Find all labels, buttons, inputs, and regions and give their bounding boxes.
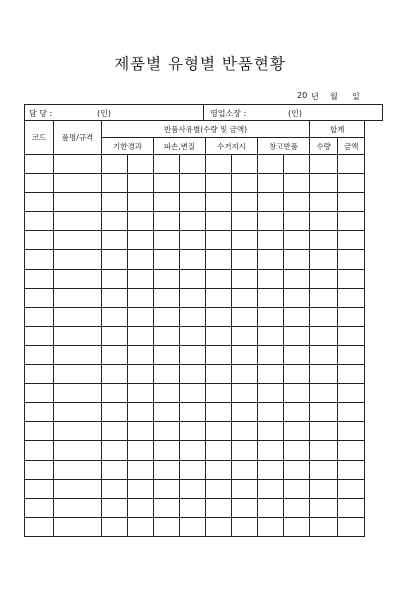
table-cell[interactable]: [102, 288, 128, 307]
table-cell[interactable]: [232, 365, 258, 384]
table-cell[interactable]: [25, 460, 54, 479]
table-cell[interactable]: [338, 422, 365, 441]
table-cell[interactable]: [310, 193, 338, 212]
table-cell[interactable]: [232, 212, 258, 231]
header-reason-expired: 기한경과: [102, 138, 154, 155]
table-cell[interactable]: [25, 345, 54, 364]
table-cell[interactable]: [338, 479, 365, 498]
table-cell[interactable]: [54, 250, 102, 269]
table-cell[interactable]: [232, 307, 258, 326]
table-cell[interactable]: [310, 250, 338, 269]
table-cell[interactable]: [284, 365, 310, 384]
table-cell[interactable]: [284, 288, 310, 307]
table-cell[interactable]: [284, 460, 310, 479]
table-cell[interactable]: [54, 155, 102, 174]
table-cell[interactable]: [258, 250, 284, 269]
table-cell[interactable]: [206, 517, 232, 536]
header-total-qty: 수량: [310, 138, 338, 155]
table-cell[interactable]: [258, 345, 284, 364]
table-cell[interactable]: [128, 288, 154, 307]
table-cell[interactable]: [310, 269, 338, 288]
table-cell[interactable]: [232, 326, 258, 345]
table-cell[interactable]: [232, 384, 258, 403]
table-cell[interactable]: [54, 345, 102, 364]
table-cell[interactable]: [54, 403, 102, 422]
signature-table: [24, 104, 383, 121]
table-cell[interactable]: [232, 441, 258, 460]
table-cell[interactable]: [25, 479, 54, 498]
table-cell[interactable]: [206, 307, 232, 326]
table-cell[interactable]: [258, 155, 284, 174]
table-cell[interactable]: [310, 231, 338, 250]
table-cell[interactable]: [102, 193, 128, 212]
table-cell[interactable]: [258, 403, 284, 422]
table-cell[interactable]: [180, 460, 206, 479]
table-cell[interactable]: [128, 174, 154, 193]
table-cell[interactable]: [284, 403, 310, 422]
table-cell[interactable]: [338, 155, 365, 174]
header-product: 품명/규격: [54, 121, 102, 155]
table-cell[interactable]: [128, 345, 154, 364]
table-cell[interactable]: [102, 326, 128, 345]
table-cell[interactable]: [338, 193, 365, 212]
table-cell[interactable]: [258, 460, 284, 479]
table-cell[interactable]: [128, 517, 154, 536]
table-cell[interactable]: [54, 460, 102, 479]
table-cell[interactable]: [25, 403, 54, 422]
table-cell[interactable]: [310, 460, 338, 479]
table-cell[interactable]: [206, 250, 232, 269]
table-row: [25, 174, 365, 193]
table-cell[interactable]: [54, 231, 102, 250]
table-cell[interactable]: [338, 403, 365, 422]
header-reason-group: 반품사유별(수량 및 금액): [102, 121, 310, 138]
date-line: [0, 91, 400, 103]
signature-seal-staff: (인): [97, 109, 111, 118]
table-cell[interactable]: [128, 231, 154, 250]
table-cell[interactable]: [154, 365, 180, 384]
table-cell[interactable]: [128, 155, 154, 174]
table-cell[interactable]: [206, 345, 232, 364]
table-row: [25, 365, 365, 384]
table-cell[interactable]: [102, 250, 128, 269]
table-cell[interactable]: [25, 269, 54, 288]
table-cell[interactable]: [128, 479, 154, 498]
table-cell[interactable]: [25, 326, 54, 345]
table-cell[interactable]: [54, 193, 102, 212]
table-row: [25, 231, 365, 250]
table-cell[interactable]: [338, 498, 365, 517]
table-cell[interactable]: [180, 212, 206, 231]
table-cell[interactable]: [25, 441, 54, 460]
table-row: [25, 345, 365, 364]
table-cell[interactable]: [284, 498, 310, 517]
table-cell[interactable]: [154, 403, 180, 422]
table-cell[interactable]: [232, 250, 258, 269]
table-row: [25, 460, 365, 479]
table-cell[interactable]: [258, 422, 284, 441]
table-cell[interactable]: [284, 422, 310, 441]
table-cell[interactable]: [206, 479, 232, 498]
table-cell[interactable]: [206, 326, 232, 345]
table-cell[interactable]: [128, 250, 154, 269]
document-title: 제품별 유형별 반품현황: [114, 55, 286, 73]
table-cell[interactable]: [258, 174, 284, 193]
table-cell[interactable]: [284, 326, 310, 345]
table-cell[interactable]: [154, 441, 180, 460]
table-cell[interactable]: [284, 307, 310, 326]
table-cell[interactable]: [180, 441, 206, 460]
header-reason-damaged: 파손,변질: [154, 138, 206, 155]
date-month: 월: [330, 92, 338, 101]
table-cell[interactable]: [102, 479, 128, 498]
table-cell[interactable]: [25, 422, 54, 441]
table-cell[interactable]: [232, 422, 258, 441]
table-row: [25, 422, 365, 441]
table-cell[interactable]: [310, 517, 338, 536]
table-cell[interactable]: [338, 365, 365, 384]
table-cell[interactable]: [128, 422, 154, 441]
table-cell[interactable]: [180, 498, 206, 517]
table-cell[interactable]: [180, 231, 206, 250]
table-cell[interactable]: [258, 517, 284, 536]
table-cell[interactable]: [180, 174, 206, 193]
table-cell[interactable]: [284, 345, 310, 364]
header-code: 코드: [25, 121, 54, 155]
signature-cell-staff[interactable]: [25, 105, 204, 121]
table-cell[interactable]: [180, 288, 206, 307]
table-cell[interactable]: [102, 307, 128, 326]
table-cell[interactable]: [258, 441, 284, 460]
table-cell[interactable]: [54, 365, 102, 384]
table-cell[interactable]: [310, 384, 338, 403]
table-cell[interactable]: [232, 498, 258, 517]
table-cell[interactable]: [154, 345, 180, 364]
table-cell[interactable]: [154, 384, 180, 403]
table-cell[interactable]: [284, 441, 310, 460]
table-cell[interactable]: [180, 307, 206, 326]
signature-label-staff: 담 당 :: [29, 109, 53, 118]
table-cell[interactable]: [128, 441, 154, 460]
header-reason-recall: 수거지시: [206, 138, 258, 155]
table-cell[interactable]: [102, 345, 128, 364]
table-cell[interactable]: [338, 250, 365, 269]
table-cell[interactable]: [25, 212, 54, 231]
table-row: [25, 479, 365, 498]
table-cell[interactable]: [128, 460, 154, 479]
table-cell[interactable]: [128, 498, 154, 517]
table-cell[interactable]: [25, 174, 54, 193]
table-cell[interactable]: [154, 269, 180, 288]
table-cell[interactable]: [54, 479, 102, 498]
table-cell[interactable]: [102, 498, 128, 517]
table-cell[interactable]: [25, 231, 54, 250]
table-cell[interactable]: [154, 498, 180, 517]
table-cell[interactable]: [25, 307, 54, 326]
table-cell[interactable]: [54, 498, 102, 517]
table-cell[interactable]: [284, 479, 310, 498]
table-cell[interactable]: [310, 365, 338, 384]
table-cell[interactable]: [338, 345, 365, 364]
table-cell[interactable]: [310, 403, 338, 422]
table-cell[interactable]: [258, 212, 284, 231]
table-cell[interactable]: [128, 269, 154, 288]
table-cell[interactable]: [338, 384, 365, 403]
table-cell[interactable]: [284, 212, 310, 231]
table-cell[interactable]: [102, 174, 128, 193]
table-cell[interactable]: [154, 174, 180, 193]
table-cell[interactable]: [102, 517, 128, 536]
table-cell[interactable]: [154, 288, 180, 307]
table-cell[interactable]: [128, 403, 154, 422]
table-cell[interactable]: [180, 155, 206, 174]
table-cell[interactable]: [102, 460, 128, 479]
table-cell[interactable]: [128, 307, 154, 326]
table-cell[interactable]: [154, 155, 180, 174]
table-cell[interactable]: [180, 517, 206, 536]
table-cell[interactable]: [206, 384, 232, 403]
table-cell[interactable]: [206, 441, 232, 460]
table-cell[interactable]: [154, 517, 180, 536]
table-cell[interactable]: [232, 479, 258, 498]
table-cell[interactable]: [102, 231, 128, 250]
table-cell[interactable]: [180, 250, 206, 269]
table-cell[interactable]: [338, 460, 365, 479]
table-cell[interactable]: [206, 498, 232, 517]
table-cell[interactable]: [128, 212, 154, 231]
table-cell[interactable]: [310, 288, 338, 307]
table-row: [25, 498, 365, 517]
table-cell[interactable]: [180, 269, 206, 288]
table-cell[interactable]: [206, 460, 232, 479]
table-cell[interactable]: [25, 250, 54, 269]
table-cell[interactable]: [258, 307, 284, 326]
table-cell[interactable]: [54, 174, 102, 193]
table-cell[interactable]: [338, 269, 365, 288]
table-cell[interactable]: [206, 365, 232, 384]
table-cell[interactable]: [102, 212, 128, 231]
table-cell[interactable]: [206, 193, 232, 212]
table-cell[interactable]: [258, 365, 284, 384]
table-cell[interactable]: [102, 269, 128, 288]
table-cell[interactable]: [54, 441, 102, 460]
table-cell[interactable]: [180, 193, 206, 212]
table-cell[interactable]: [25, 498, 54, 517]
table-cell[interactable]: [25, 517, 54, 536]
table-row: [25, 250, 365, 269]
date-year: 년: [311, 92, 319, 101]
table-cell[interactable]: [102, 441, 128, 460]
signature-seal-manager: (인): [288, 109, 302, 118]
table-row: [25, 269, 365, 288]
table-row: [25, 307, 365, 326]
table-cell[interactable]: [310, 307, 338, 326]
table-cell[interactable]: [232, 403, 258, 422]
table-cell[interactable]: [284, 384, 310, 403]
table-cell[interactable]: [338, 212, 365, 231]
table-cell[interactable]: [206, 155, 232, 174]
table-cell[interactable]: [206, 422, 232, 441]
table-cell[interactable]: [102, 155, 128, 174]
table-row: [25, 155, 365, 174]
table-cell[interactable]: [258, 231, 284, 250]
table-cell[interactable]: [338, 307, 365, 326]
table-cell[interactable]: [180, 384, 206, 403]
table-cell[interactable]: [310, 326, 338, 345]
table-cell[interactable]: [128, 193, 154, 212]
table-cell[interactable]: [284, 174, 310, 193]
table-cell[interactable]: [25, 365, 54, 384]
table-cell[interactable]: [180, 326, 206, 345]
table-cell[interactable]: [206, 403, 232, 422]
table-cell[interactable]: [154, 307, 180, 326]
table-cell[interactable]: [25, 288, 54, 307]
table-cell[interactable]: [154, 326, 180, 345]
table-row: [25, 326, 365, 345]
table-cell[interactable]: [102, 384, 128, 403]
table-cell[interactable]: [54, 384, 102, 403]
header-reason-warehouse: 창고반품: [258, 138, 310, 155]
table-cell[interactable]: [25, 155, 54, 174]
table-cell[interactable]: [154, 422, 180, 441]
table-row: [25, 288, 365, 307]
table-row: [25, 193, 365, 212]
table-cell[interactable]: [310, 498, 338, 517]
table-row: [25, 212, 365, 231]
table-cell[interactable]: [128, 326, 154, 345]
table-cell[interactable]: [258, 498, 284, 517]
table-cell[interactable]: [232, 231, 258, 250]
table-cell[interactable]: [338, 517, 365, 536]
table-cell[interactable]: [128, 384, 154, 403]
table-cell[interactable]: [258, 269, 284, 288]
table-cell[interactable]: [180, 403, 206, 422]
table-cell[interactable]: [206, 269, 232, 288]
table-cell[interactable]: [232, 345, 258, 364]
table-cell[interactable]: [54, 307, 102, 326]
table-cell[interactable]: [284, 517, 310, 536]
table-cell[interactable]: [54, 326, 102, 345]
table-cell[interactable]: [258, 326, 284, 345]
table-cell[interactable]: [284, 193, 310, 212]
signature-cell-manager[interactable]: [204, 105, 383, 121]
table-cell[interactable]: [54, 269, 102, 288]
table-cell[interactable]: [338, 174, 365, 193]
table-cell[interactable]: [338, 326, 365, 345]
table-cell[interactable]: [258, 288, 284, 307]
table-cell[interactable]: [310, 212, 338, 231]
table-cell[interactable]: [232, 460, 258, 479]
table-cell[interactable]: [206, 288, 232, 307]
table-cell[interactable]: [232, 269, 258, 288]
table-cell[interactable]: [180, 345, 206, 364]
table-cell[interactable]: [310, 441, 338, 460]
table-cell[interactable]: [128, 365, 154, 384]
table-cell[interactable]: [154, 193, 180, 212]
table-cell[interactable]: [338, 288, 365, 307]
header-total-amount: 금액: [338, 138, 365, 155]
table-cell[interactable]: [180, 479, 206, 498]
table-cell[interactable]: [206, 212, 232, 231]
table-cell[interactable]: [102, 365, 128, 384]
table-cell[interactable]: [310, 479, 338, 498]
table-cell[interactable]: [284, 155, 310, 174]
table-cell[interactable]: [284, 231, 310, 250]
table-cell[interactable]: [54, 212, 102, 231]
table-row: [25, 403, 365, 422]
table-cell[interactable]: [154, 231, 180, 250]
table-cell[interactable]: [258, 384, 284, 403]
table-cell[interactable]: [338, 231, 365, 250]
table-cell[interactable]: [338, 441, 365, 460]
table-cell[interactable]: [154, 212, 180, 231]
table-cell[interactable]: [102, 403, 128, 422]
table-cell[interactable]: [310, 155, 338, 174]
table-row: [25, 384, 365, 403]
table-cell[interactable]: [25, 193, 54, 212]
table-cell[interactable]: [232, 174, 258, 193]
date-year-prefix: 20: [297, 91, 308, 100]
table-row: [25, 441, 365, 460]
table-cell[interactable]: [310, 174, 338, 193]
table-cell[interactable]: [154, 460, 180, 479]
table-cell[interactable]: [206, 174, 232, 193]
table-cell[interactable]: [54, 422, 102, 441]
date-day: 일: [352, 92, 360, 101]
table-cell[interactable]: [310, 422, 338, 441]
table-cell[interactable]: [258, 479, 284, 498]
returns-table: [24, 120, 365, 537]
table-cell[interactable]: [284, 269, 310, 288]
signature-label-manager: 영업소장 :: [210, 109, 247, 118]
table-cell[interactable]: [180, 365, 206, 384]
table-cell[interactable]: [25, 384, 54, 403]
table-cell[interactable]: [310, 345, 338, 364]
table-cell[interactable]: [232, 517, 258, 536]
table-cell[interactable]: [180, 422, 206, 441]
table-cell[interactable]: [54, 517, 102, 536]
table-cell[interactable]: [284, 250, 310, 269]
table-cell[interactable]: [232, 193, 258, 212]
table-cell[interactable]: [102, 422, 128, 441]
table-cell[interactable]: [232, 288, 258, 307]
table-cell[interactable]: [154, 479, 180, 498]
header-total-group: 합계: [310, 121, 365, 138]
table-row: [25, 517, 365, 536]
table-cell[interactable]: [232, 155, 258, 174]
table-cell[interactable]: [206, 231, 232, 250]
table-cell[interactable]: [258, 193, 284, 212]
table-cell[interactable]: [154, 250, 180, 269]
table-cell[interactable]: [54, 288, 102, 307]
